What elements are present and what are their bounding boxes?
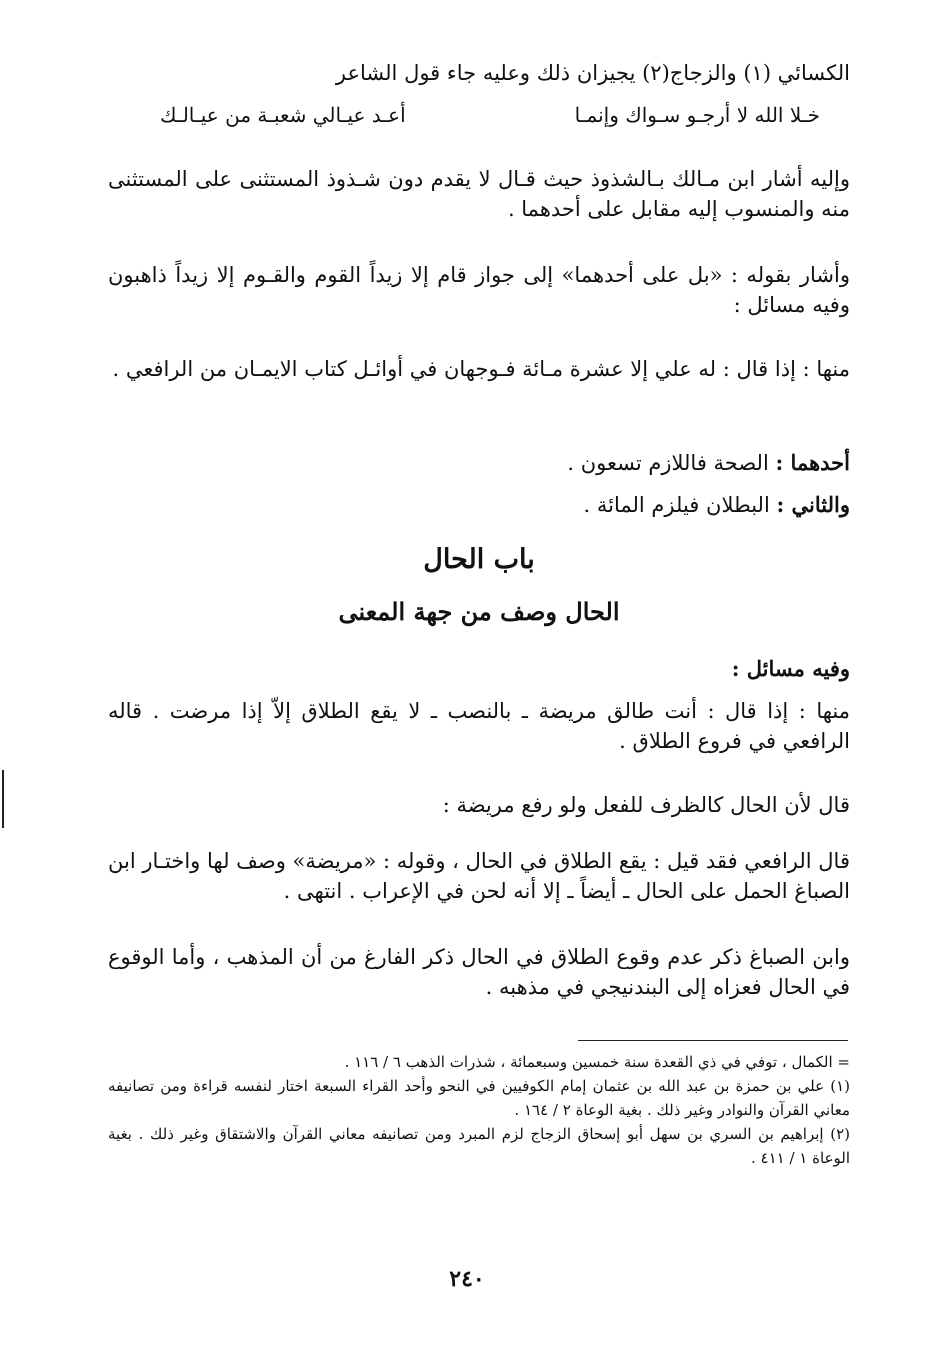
opinion-second xyxy=(108,490,850,520)
paragraph-zarf xyxy=(108,790,850,820)
paragraph-fihi-masail xyxy=(108,654,850,684)
paragraph-text: منها : إذا قال : أنت طالق مريضة ـ بالنصب ـ لا يقع الطلاق إلاّ إذا مرضت . قاله الرافعي في فروع الطلاق . xyxy=(108,699,850,753)
paragraph-text: منها : إذا قال : له علي إلا عشرة مـائة فـوجهان في أوائـل كتاب الايمـان من الرافعي . xyxy=(112,357,850,381)
paragraph-text: وأشار بقوله : «بل على أحدهما» إلى جواز قام إلا زيداً القوم والقـوم إلا زيداً ذاهبون وفيه مسائل : xyxy=(108,263,850,317)
paragraph-rafii xyxy=(108,846,850,906)
paragraph-ibn-malik xyxy=(108,164,850,224)
paragraph-text: قال لأن الحال كالظرف للفعل ولو رفع مريضة : xyxy=(442,793,850,817)
paragraph-taliq xyxy=(108,696,850,756)
paragraph-qawluhu xyxy=(108,260,850,320)
intro-line xyxy=(108,58,850,88)
opinion-first-lead: أحدهما : xyxy=(775,450,850,475)
paragraph-text: قال الرافعي فقد قيل : يقع الطلاق في الحال ، وقوله : «مريضة» وصف لها واختـار ابن الصباغ الحمل على الحال ـ أيضاً ـ إلا أنه لحن في الإعراب . انتهى . xyxy=(107,849,850,903)
verse-second-hemistich: أعـد عيـالي شعبـة من عيـالـك xyxy=(160,103,406,127)
footnotes xyxy=(108,1050,850,1170)
opinion-second-text: البطلان فيلزم المائة . xyxy=(583,493,770,517)
opinion-first-text: الصحة فاللازم تسعون . xyxy=(567,451,769,475)
paragraph-text: وابن الصباغ ذكر عدم وقوع الطلاق في الحال ذكر الفارغ من أن المذهب ، وأما الوقوع في الحال فعزاه إلى البندنيجي في مذهبه . xyxy=(108,945,850,999)
paragraph-text: وفيه مسائل : xyxy=(731,656,850,681)
footnote-separator xyxy=(578,1040,848,1041)
paragraph-ibn-sabbagh xyxy=(108,942,850,1002)
chapter-subheading: الحال وصف من جهة المعنى xyxy=(338,597,620,626)
verse-first-hemistich: خـلا الله لا أرجـو سـواك وإنمـا xyxy=(574,103,820,127)
intro-text: الكسائي (١) والزجاج(٢) يجيزان ذلك وعليه جاء قول الشاعر xyxy=(335,61,850,85)
opinion-first xyxy=(108,448,850,478)
paragraph-masail xyxy=(108,354,850,384)
opinion-second-lead: والثاني : xyxy=(776,492,850,517)
paragraph-text: وإليه أشار ابن مـالك بـالشذوذ حيث قـال لا يقدم دون شـذوذ المستثنى على المستثنى منه والمنسوب إليه مقابل على أحدهما . xyxy=(108,167,850,221)
footnote-1: (١) علي بن حمزة بن عبد الله بن عثمان إمام الكوفيين في النحو وأحد القراء السبعة اختار لنفسه قراءة ومن تصانيفه معاني القرآن والنوادر وغير ذلك . بغية الوعاة ٢ / ١٦٤ . xyxy=(108,1077,850,1119)
page-number: ٢٤٠ xyxy=(449,1266,485,1292)
binding-edge-mark xyxy=(2,770,4,828)
poetry-verse xyxy=(160,100,820,130)
footnote-2: (٢) إبراهيم بن السري بن سهل أبو إسحاق الزجاج لزم المبرد ومن تصانيفه معاني القرآن والاشتقاق وغير ذلك . بغية الوعاة ١ / ٤١١ . xyxy=(108,1125,850,1167)
chapter-heading: باب الحال xyxy=(423,544,535,575)
footnote-continuation: = الكمال ، توفي في ذي القعدة سنة خمسين وسبعمائة ، شذرات الذهب ٦ / ١١٦ . xyxy=(344,1053,850,1071)
